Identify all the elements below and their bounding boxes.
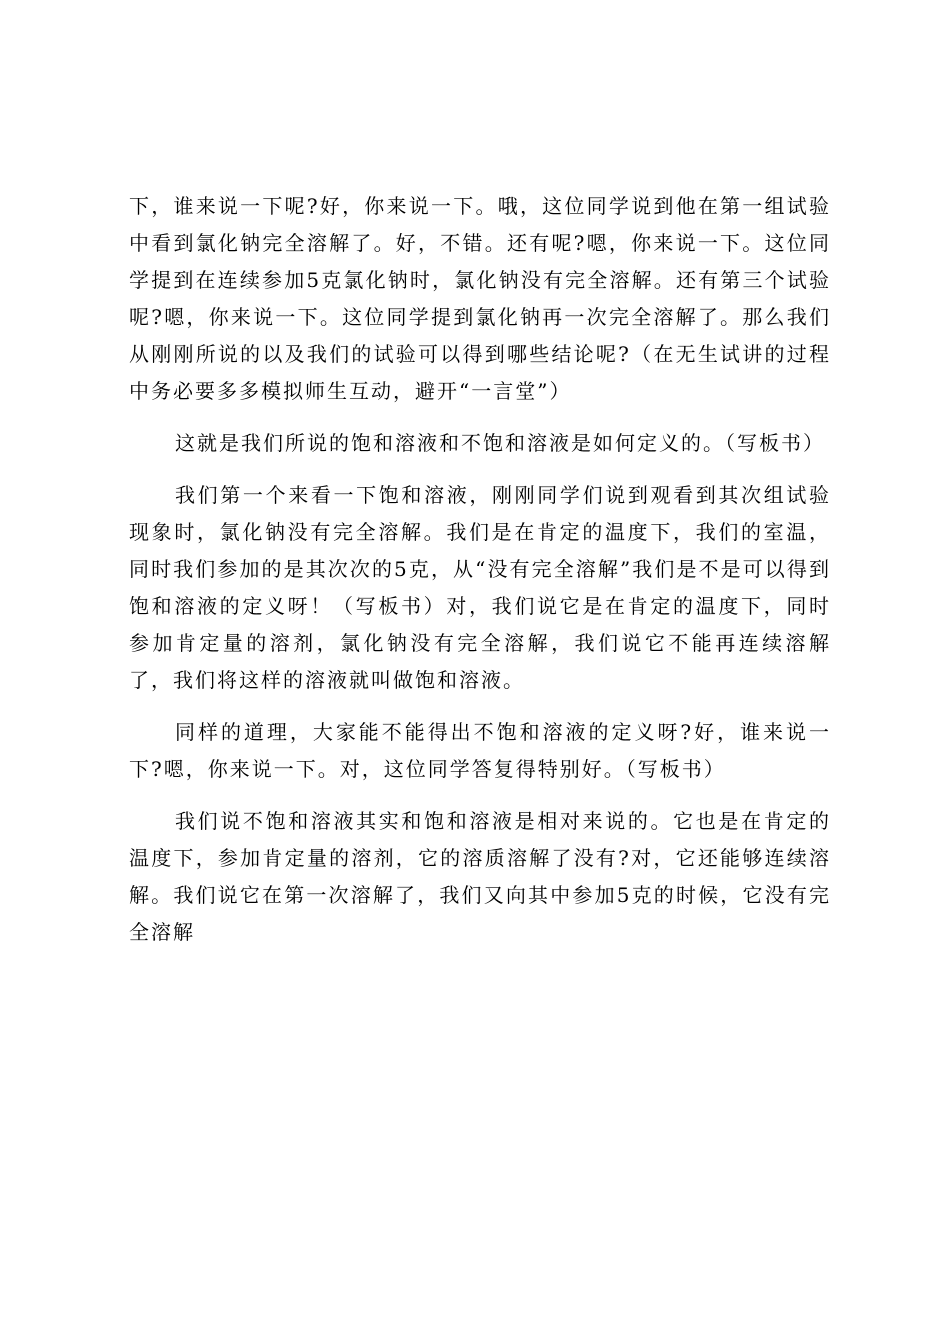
- body-text: [129, 188, 831, 966]
- paragraph-5: 我们说不饱和溶液其实和饱和溶液是相对来说的。它也是在肯定的温度下，参加肯定量的溶剂，它的溶质溶解了没有?对，它还能够连续溶解。我们说它在第一次溶解了，我们又向其中参加5克的时候，它没有完全溶解: [129, 809, 831, 944]
- paragraph-4: 同样的道理，大家能不能得出不饱和溶液的定义呀?好，谁来说一下?嗯，你来说一下。对，这位同学答复得特别好。（写板书）: [129, 720, 831, 781]
- paragraph-3: 我们第一个来看一下饱和溶液，刚刚同学们说到观看到其次组试验现象时，氯化钠没有完全溶解。我们是在肯定的温度下，我们的室温，同时我们参加的是其次次的5克，从“没有完全溶解”我们是不是可以得到饱和溶液的定义呀！（写板书）对，我们说它是在肯定的温度下，同时参加肯定量的溶剂，氯化钠没有完全溶解，我们说它不能再连续溶解了，我们将这样的溶液就叫做饱和溶液。: [129, 483, 831, 692]
- paragraph-1: 下，谁来说一下呢?好，你来说一下。哦，这位同学说到他在第一组试验中看到氯化钠完全溶解了。好，不错。还有呢?嗯，你来说一下。这位同学提到在连续参加5克氯化钠时，氯化钠没有完全溶解。还有第三个试验呢?嗯，你来说一下。这位同学提到氯化钠再一次完全溶解了。那么我们从刚刚所说的以及我们的试验可以得到哪些结论呢?（在无生试讲的过程中务必要多多模拟师生互动，避开“一言堂”）: [129, 194, 831, 403]
- paragraph-2: 这就是我们所说的饱和溶液和不饱和溶液是如何定义的。（写板书）: [175, 431, 825, 455]
